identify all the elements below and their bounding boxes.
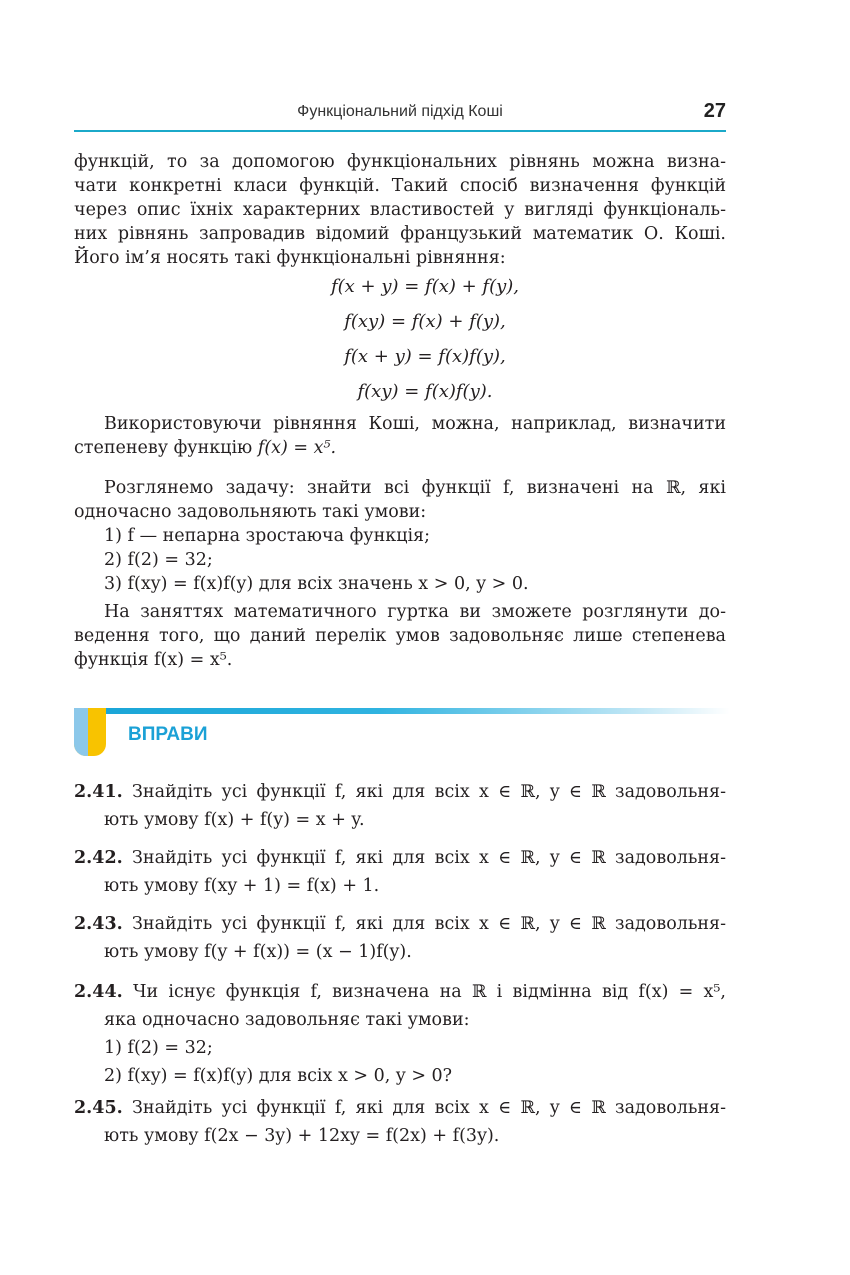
exercise-2-43	[74, 910, 726, 966]
para2-line-1: Використовуючи рівняння Коші, можна, наприклад, визначити	[104, 414, 726, 434]
exercise-text-cont: яка одночасно задовольняє такі умови:	[104, 1010, 470, 1030]
intro-line-2: чати конкретні класи функцій. Такий спосіб визначення функцій	[74, 176, 726, 196]
condition-3: 3) f(xy) = f(x)f(y) для всіх значень x > 0, y > 0.	[104, 574, 529, 594]
exercise-text: Знайдіть усі функції f, які для всіх x ∈ ℝ, y ∈ ℝ задовольня-	[132, 848, 726, 868]
section-rule	[90, 708, 730, 714]
intro-line-1: функцій, то за допомогою функціональних рівнянь можна визна-	[74, 152, 726, 172]
cauchy-equation-4: f(xy) = f(x)f(y).	[357, 381, 493, 402]
cauchy-equation-3: f(x + y) = f(x)f(y),	[344, 346, 506, 367]
exercise-condition-1: 1) f(2) = 32;	[104, 1038, 213, 1058]
para4-line-2: ведення того, що даний перелік умов задовольняє лише степенева	[74, 626, 726, 646]
exercise-2-42	[74, 844, 726, 900]
paragraph-4	[74, 600, 726, 672]
exercise-text-cont: ють умову f(y + f(x)) = (x − 1)f(y).	[104, 942, 412, 962]
exercise-number: 2.43.	[74, 914, 123, 934]
exercise-text: Знайдіть усі функції f, які для всіх x ∈ ℝ, y ∈ ℝ задовольня-	[132, 914, 726, 934]
exercise-number: 2.41.	[74, 782, 123, 802]
para2-line-2	[74, 436, 726, 460]
para2-text: степеневу функцію	[74, 438, 253, 458]
exercise-condition-2: 2) f(xy) = f(x)f(y) для всіх x > 0, y > 0?	[104, 1066, 453, 1086]
cauchy-equation-2: f(xy) = f(x) + f(y),	[344, 311, 506, 332]
running-head: Функціональний підхід Коші	[297, 103, 503, 120]
para4-line-3: функція f(x) = x⁵.	[74, 650, 233, 670]
paragraph-3	[74, 476, 726, 596]
exercise-text-cont: ють умову f(x) + f(y) = x + y.	[104, 810, 365, 830]
cauchy-equation-1: f(x + y) = f(x) + f(y),	[330, 276, 520, 297]
para3-line-1: Розглянемо задачу: знайти всі функції f, визначені на ℝ, які	[104, 478, 726, 498]
condition-2: 2) f(2) = 32;	[104, 550, 213, 570]
power-function-formula: f(x) = x⁵.	[257, 438, 337, 458]
exercise-text: Чи існує функція f, визначена на ℝ і відмінна від f(x) = x⁵,	[132, 982, 726, 1002]
intro-line-5: Його ім’я носять такі функціональні рівняння:	[74, 248, 506, 268]
intro-line-4: них рівнянь запровадив відомий французький математик О. Коші.	[74, 224, 726, 244]
exercise-text: Знайдіть усі функції f, які для всіх x ∈ ℝ, y ∈ ℝ задовольня-	[132, 782, 726, 802]
section-title: ВПРАВИ	[128, 724, 208, 745]
para4-line-1: На заняттях математичного гуртка ви зможете розглянути до-	[104, 602, 726, 622]
exercise-2-44	[74, 978, 726, 1090]
exercise-number: 2.44.	[74, 982, 123, 1002]
exercise-text: Знайдіть усі функції f, які для всіх x ∈ ℝ, y ∈ ℝ задовольня-	[132, 1098, 726, 1118]
intro-paragraph	[74, 150, 726, 270]
exercise-text-cont: ють умову f(2x − 3y) + 12xy = f(2x) + f(3y).	[104, 1126, 500, 1146]
para3-line-2: одночасно задовольняють такі умови:	[74, 502, 427, 522]
condition-1: 1) f — непарна зростаюча функція;	[104, 526, 430, 546]
exercise-number: 2.42.	[74, 848, 123, 868]
exercises-section-banner	[74, 708, 726, 756]
exercise-number: 2.45.	[74, 1098, 123, 1118]
page-header	[74, 98, 726, 132]
paragraph-2	[74, 412, 726, 460]
intro-line-3: через опис їхніх характерних властивостей у вигляді функціональ-	[74, 200, 726, 220]
exercise-text-cont: ють умову f(xy + 1) = f(x) + 1.	[104, 876, 380, 896]
exercise-2-41	[74, 778, 726, 834]
exercise-2-45	[74, 1094, 726, 1150]
bookmark-tab-blue	[74, 708, 88, 756]
page-number: 27	[703, 100, 726, 122]
